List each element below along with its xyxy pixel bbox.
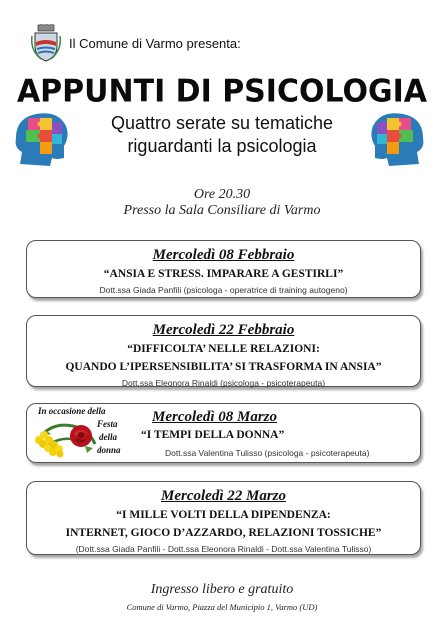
event-card-1: [26, 240, 421, 298]
puzzle-head-icon: [365, 108, 427, 170]
event-date: Mercoledì 22 Marzo: [161, 488, 286, 504]
event-title-line-1: “DIFFICOLTA’ NELLE RELAZIONI:: [127, 343, 320, 355]
event-card-4: [26, 481, 421, 555]
event-time: Ore 20.30: [193, 187, 251, 202]
event-date: Mercoledì 22 Febbraio: [152, 322, 295, 338]
event-title: “ANSIA E STRESS. IMPARARE A GESTIRLI”: [103, 268, 344, 280]
municipal-crest-icon: [31, 24, 61, 62]
page-title: APPUNTI DI PSICOLOGIA: [16, 73, 428, 110]
event-title-line-2: QUANDO L’IPERSENSIBILITA’ SI TRASFORMA IN ANSIA”: [65, 361, 382, 373]
event-place: Presso la Sala Consiliare di Varmo: [123, 203, 321, 218]
event-speakers: (Dott.ssa Giada Panfili - Dott.ssa Eleonora Rinaldi - Dott.ssa Valentina Tulisso): [75, 544, 372, 554]
mimosa-rose-flowers-icon: [33, 416, 101, 458]
footer-address: Comune di Varmo, Piazza del Municipio 1, Varmo (UD): [126, 602, 318, 612]
puzzle-head-icon: [12, 108, 74, 170]
occasion-word-2: della: [99, 432, 117, 442]
event-speakers: Dott.ssa Eleonora Rinaldi (psicologa - psicoterapeuta): [121, 378, 326, 388]
event-speakers: Dott.ssa Valentina Tulisso (psicologa - psicoterapeuta): [165, 448, 370, 458]
subtitle: [76, 112, 368, 158]
occasion-word-3: donna: [97, 445, 121, 455]
subtitle-line-1: Quattro serate su tematiche: [110, 113, 334, 133]
event-details: [137, 409, 414, 458]
event-date: Mercoledì 08 Febbraio: [152, 247, 295, 263]
entry-note: Ingresso libero e gratuito: [150, 582, 294, 597]
presenter-text: Il Comune di Varmo presenta:: [69, 36, 241, 51]
event-speakers: Dott.ssa Giada Panfili (psicologa - operatrice di training autogeno): [99, 285, 348, 295]
event-title: “I TEMPI DELLA DONNA”: [141, 429, 285, 441]
event-title-line-1: “I MILLE VOLTI DELLA DIPENDENZA:: [116, 509, 331, 521]
occasion-word-1: Festa: [97, 419, 118, 429]
occasion-text: In occasione della: [38, 406, 106, 416]
event-card-3: [26, 403, 421, 463]
subtitle-line-2: riguardanti la psicologia: [127, 136, 317, 156]
event-date: Mercoledì 08 Marzo: [152, 409, 277, 425]
event-title-line-2: INTERNET, GIOCO D’AZZARDO, RELAZIONI TOSSICHE”: [65, 527, 382, 539]
event-card-2: [26, 315, 421, 387]
